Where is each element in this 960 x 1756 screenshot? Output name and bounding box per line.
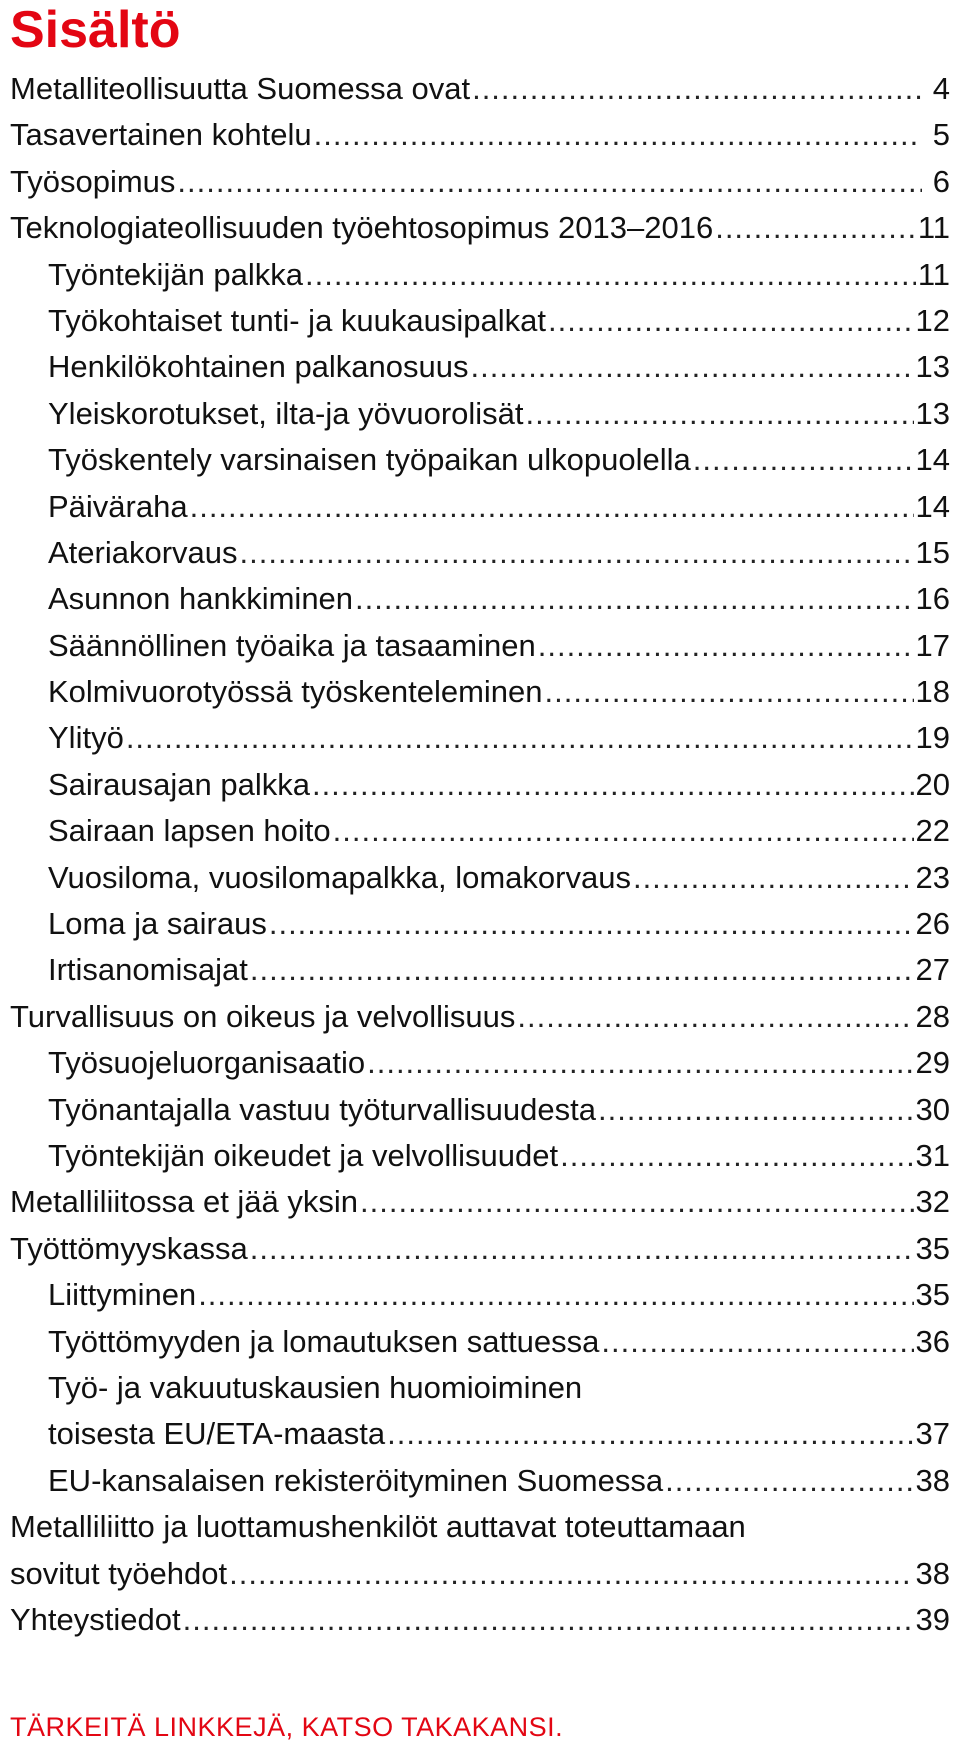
toc-subentry[interactable] [10,437,950,483]
toc-page-number: 14 [915,488,950,524]
dot-leader [190,484,914,530]
toc-entry[interactable] [10,159,950,205]
dot-leader [517,994,913,1040]
toc-page-number: 14 [915,442,950,478]
toc-label: Loma ja sairaus [48,906,267,942]
toc-page-number: 15 [915,534,950,570]
toc-label: Tasavertainen kohtelu [10,117,312,153]
toc-subentry[interactable] [10,252,950,298]
toc-label: Metalliliitossa et jää yksin [10,1184,359,1220]
dot-leader [526,391,914,437]
toc-page-number: 38 [915,1555,950,1591]
dot-leader [333,808,914,854]
toc-entry-line1[interactable] [10,1504,950,1550]
dot-leader [601,1319,913,1365]
toc-page-number: 38 [915,1462,950,1498]
dot-leader [387,1411,913,1457]
toc-subentry-line2[interactable] [10,1411,950,1457]
toc-entry[interactable] [10,1597,950,1643]
toc-entry[interactable] [10,66,950,112]
dot-leader [715,205,916,251]
dot-leader [538,623,914,669]
toc-label: Työskentely varsinaisen työpaikan ulkopuolella [48,442,691,478]
toc-page-number: 5 [932,117,950,153]
toc-subentry[interactable] [10,623,950,669]
toc-subentry[interactable] [10,1272,950,1318]
toc-label: Yleiskorotukset, ilta-ja yövuorolisät [48,395,524,431]
toc-subentry[interactable] [10,576,950,622]
toc-subentry[interactable] [10,1087,950,1133]
toc-subentry-line1[interactable] [10,1365,950,1411]
toc-label: Työ- ja vakuutuskausien huomioiminen [48,1369,583,1405]
toc-page-number: 37 [915,1416,950,1452]
toc-page-number: 27 [915,952,950,988]
dot-leader [229,1551,913,1597]
toc-page-number: 30 [915,1091,950,1127]
toc-entry[interactable] [10,1179,950,1225]
toc-entry[interactable] [10,1226,950,1272]
footer-note: TÄRKEITÄ LINKKEJÄ, KATSO TAKAKANSI. [10,1712,564,1742]
dot-leader [367,1040,913,1086]
toc-subentry[interactable] [10,901,950,947]
toc-subentry[interactable] [10,669,950,715]
dot-leader [548,298,914,344]
toc-label: Sairausajan palkka [48,766,310,802]
toc-subentry[interactable] [10,1040,950,1086]
dot-leader [633,855,914,901]
dot-leader [177,159,922,205]
toc-page-number: 11 [917,210,950,246]
dot-leader [560,1133,913,1179]
toc-page-number: 13 [915,395,950,431]
toc-subentry[interactable] [10,344,950,390]
toc-subentry[interactable] [10,484,950,530]
page-title: Sisältö [10,1,181,59]
toc-subentry[interactable] [10,855,950,901]
toc-page-number: 20 [915,766,950,802]
toc-page-number: 13 [915,349,950,385]
dot-leader [314,112,922,158]
dot-leader [250,947,914,993]
toc-subentry[interactable] [10,808,950,854]
toc-label: Ylityö [48,720,124,756]
toc-page-number: 16 [915,581,950,617]
toc-page-number: 32 [915,1184,950,1220]
toc-label: Työsuojeluorganisaatio [48,1045,366,1081]
toc-entry[interactable] [10,994,950,1040]
toc-label: Työkohtaiset tunti- ja kuukausipalkat [48,302,546,338]
toc-page-number: 18 [915,674,950,710]
dot-leader [250,1226,914,1272]
toc-label: Henkilökohtainen palkanosuus [48,349,469,385]
toc-label: Sairaan lapsen hoito [48,813,331,849]
toc-label: Asunnon hankkiminen [48,581,354,617]
toc-page-number: 39 [915,1601,950,1637]
toc-subentry[interactable] [10,530,950,576]
toc-subentry[interactable] [10,762,950,808]
toc-page-number: 17 [915,627,950,663]
toc-page-number: 35 [915,1230,950,1266]
toc-subentry[interactable] [10,1319,950,1365]
dot-leader [693,437,914,483]
toc-label: EU-kansalaisen rekisteröityminen Suomessa [48,1462,664,1498]
toc-label: toisesta EU/ETA-maasta [48,1416,386,1452]
toc-page-number: 29 [915,1045,950,1081]
dot-leader [360,1179,913,1225]
toc-entry[interactable] [10,205,950,251]
toc-label: Työttömyyden ja lomautuksen sattuessa [48,1323,600,1359]
toc-label: Työnantajalla vastuu työturvallisuudesta [48,1091,596,1127]
dot-leader [126,715,914,761]
toc-entry-line2[interactable] [10,1551,950,1597]
toc-label: Säännöllinen työaika ja tasaaminen [48,627,536,663]
dot-leader [472,66,922,112]
toc-label: Teknologiateollisuuden työehtosopimus 2013–2016 [10,210,714,246]
toc-page-number: 35 [915,1277,950,1313]
dot-leader [471,344,914,390]
toc-label: Metalliteollisuutta Suomessa ovat [10,71,471,106]
toc-page-number: 22 [915,813,950,849]
dot-leader [545,669,914,715]
dot-leader [305,252,916,298]
toc-page-number: 6 [932,163,950,199]
toc-subentry[interactable] [10,947,950,993]
toc-label: Metalliliitto ja luottamushenkilöt auttavat toteuttamaan [10,1509,746,1545]
toc-label: Työttömyyskassa [10,1230,248,1266]
dot-leader [312,762,914,808]
table-of-contents [10,66,950,1643]
toc-label: Ateriakorvaus [48,534,238,570]
toc-label: Irtisanomisajat [48,952,248,988]
toc-page-number: 11 [917,256,950,292]
toc-label: Työntekijän oikeudet ja velvollisuudet [48,1137,559,1173]
toc-subentry[interactable] [10,1133,950,1179]
toc-subentry[interactable] [10,1458,950,1504]
toc-page-number: 36 [915,1323,950,1359]
toc-page-number: 23 [915,859,950,895]
toc-entry[interactable] [10,112,950,158]
dot-leader [665,1458,913,1504]
toc-label: Turvallisuus on oikeus ja velvollisuus [10,998,516,1034]
toc-subentry[interactable] [10,391,950,437]
dot-leader [198,1272,913,1318]
dot-leader [183,1597,914,1643]
toc-page-number: 12 [915,302,950,338]
dot-leader [355,576,913,622]
toc-label: Työsopimus [10,163,176,199]
toc-page-number: 31 [915,1137,950,1173]
dot-leader [598,1087,914,1133]
toc-label: Yhteystiedot [10,1601,181,1637]
toc-page-number: 26 [915,906,950,942]
dot-leader [240,530,914,576]
toc-label: Liittyminen [48,1277,197,1313]
toc-label: Kolmivuorotyössä työskenteleminen [48,674,543,710]
toc-subentry[interactable] [10,715,950,761]
toc-subentry[interactable] [10,298,950,344]
toc-page-number: 19 [915,720,950,756]
toc-label: Vuosiloma, vuosilomapalkka, lomakorvaus [48,859,631,895]
dot-leader [269,901,914,947]
toc-label: Päiväraha [48,488,188,524]
toc-label: sovitut työehdot [10,1555,228,1591]
toc-page-number: 28 [915,998,950,1034]
toc-label: Työntekijän palkka [48,256,304,292]
toc-page-number: 4 [932,71,950,106]
